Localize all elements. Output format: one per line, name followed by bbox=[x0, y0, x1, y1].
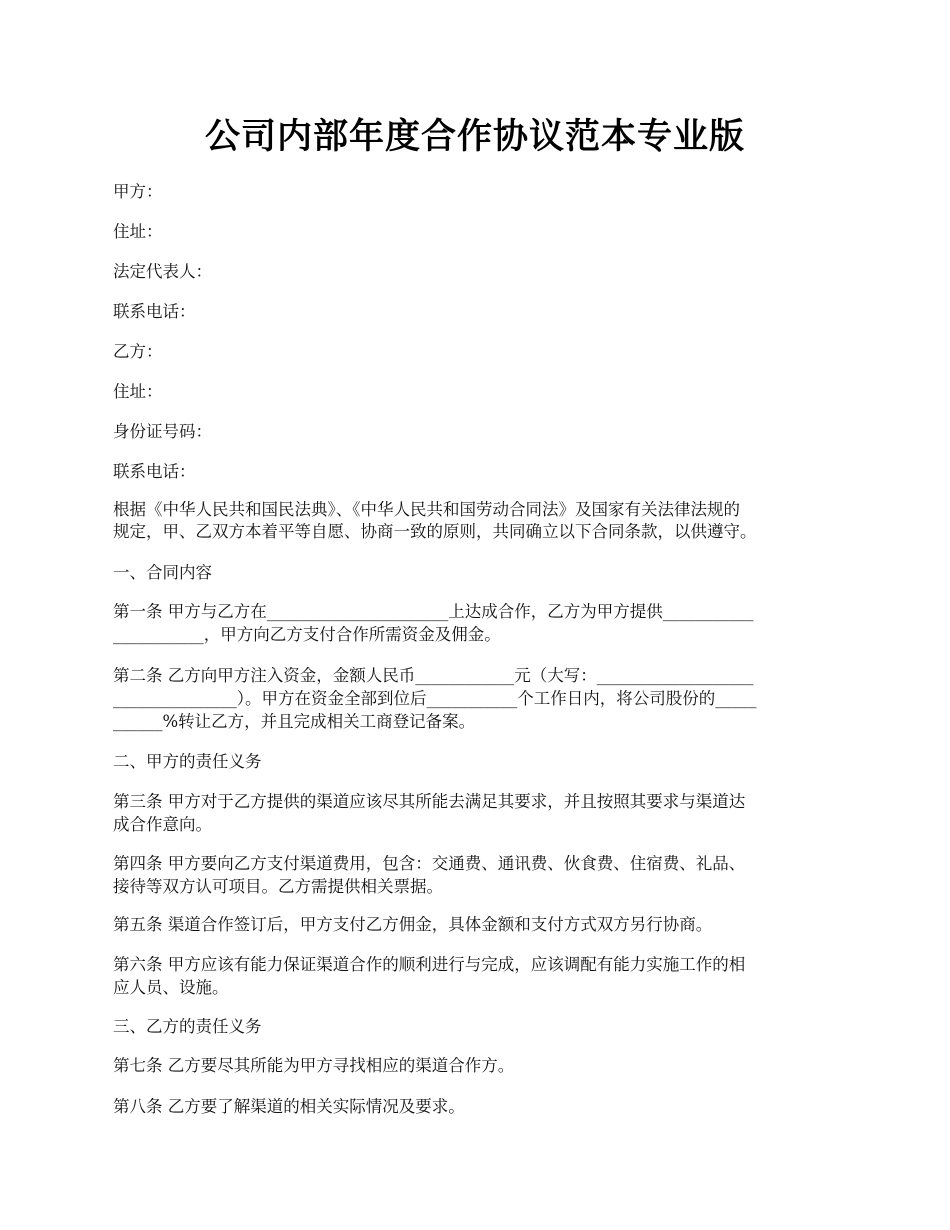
article-5-line: 第五条 渠道合作签订后，甲方支付乙方佣金，具体金额和支付方式双方另行协商。 bbox=[113, 915, 713, 934]
article-7-line: 第七条 乙方要尽其所能为甲方寻找相应的渠道合作方。 bbox=[113, 1056, 515, 1075]
article-3-line: 成合作意向。 bbox=[113, 815, 212, 834]
article-6-line: 第六条 甲方应该有能力保证渠道合作的顺利进行与完成，应该调配有能力实施工作的相 bbox=[113, 955, 746, 974]
party-a-address-label: 住址： bbox=[113, 222, 163, 241]
party-a-phone-label: 联系电话： bbox=[113, 302, 196, 321]
article-8-line: 第八条 乙方要了解渠道的相关实际情况及要求。 bbox=[113, 1097, 465, 1116]
article-6-line: 应人员、设施。 bbox=[113, 978, 229, 997]
article-4-line: 接待等双方认可项目。乙方需提供相关票据。 bbox=[113, 877, 443, 896]
article-4-line: 第四条 甲方要向乙方支付渠道费用，包含：交通费、通讯费、伙食费、住宿费、礼品、 bbox=[113, 854, 746, 873]
party-b-label: 乙方： bbox=[113, 342, 163, 361]
article-2-line: ______%转让乙方，并且完成相关工商登记备案。 bbox=[113, 712, 476, 731]
legal-representative-label: 法定代表人： bbox=[113, 262, 212, 281]
section-heading-contract-content: 一、合同内容 bbox=[113, 563, 212, 582]
party-b-address-label: 住址： bbox=[113, 382, 163, 401]
party-b-phone-label: 联系电话： bbox=[113, 462, 196, 481]
party-a-label: 甲方： bbox=[113, 182, 163, 201]
preamble-line: 规定，甲、乙双方本着平等自愿、协商一致的原则，共同确立以下合同条款，以供遵守。 bbox=[113, 522, 757, 541]
preamble-line: 根据《中华人民共和国民法典》、《中华人民共和国劳动合同法》及国家有关法律法规的 bbox=[113, 500, 740, 519]
article-1-line: ___________，甲方向乙方支付合作所需资金及佣金。 bbox=[113, 625, 501, 644]
section-heading-party-a-duties: 二、甲方的责任义务 bbox=[113, 752, 262, 771]
article-3-line: 第三条 甲方对于乙方提供的渠道应该尽其所能去满足其要求，并且按照其要求与渠道达 bbox=[113, 792, 746, 811]
article-1-line: 第一条 甲方与乙方在______________________上达成合作，乙方为甲方提供___________ bbox=[113, 602, 754, 621]
section-heading-party-b-duties: 三、乙方的责任义务 bbox=[113, 1017, 262, 1036]
article-2-line: _______________）。甲方在资金全部到位后___________个工作日内，将公司股份的_____ bbox=[113, 689, 757, 708]
article-2-line: 第二条 乙方向甲方注入资金，金额人民币____________元（大写：___________________ bbox=[113, 666, 754, 685]
document-title: 公司内部年度合作协议范本专业版 bbox=[204, 116, 745, 157]
id-number-label: 身份证号码： bbox=[113, 422, 212, 441]
